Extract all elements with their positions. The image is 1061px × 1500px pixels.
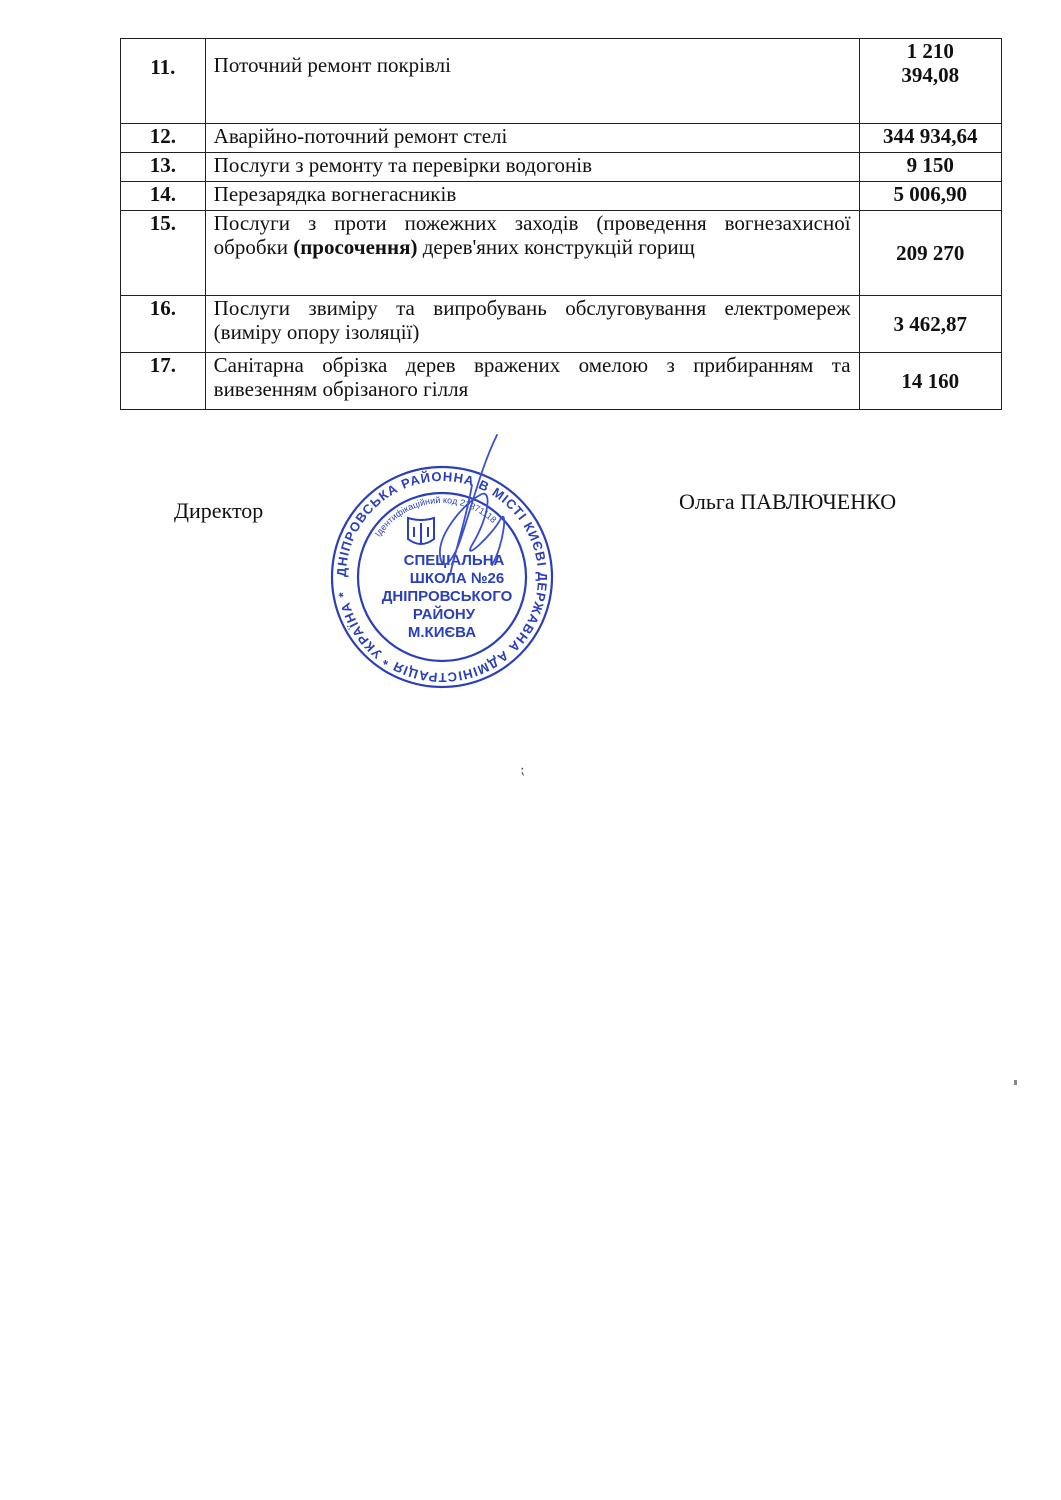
- row-number: 15.: [121, 211, 206, 296]
- row-number: 14.: [121, 182, 206, 211]
- row-number: 16.: [121, 296, 206, 353]
- table-row: [121, 296, 1002, 353]
- row-amount: 209 270: [859, 211, 1001, 296]
- row-amount: 344 934,64: [859, 124, 1001, 153]
- seal-line: ШКОЛА №26: [409, 570, 505, 587]
- stray-mark: ⁏: [520, 763, 525, 778]
- row-amount: 14 160: [859, 353, 1001, 410]
- row-description-part: дерев'яних конструкцій горищ: [417, 235, 695, 259]
- row-description-part: Послуги з проти пожежних заходів (проведення вогнезахисної обробки: [213, 211, 851, 259]
- row-description: Перезарядка вогнегасників: [205, 182, 859, 211]
- trident-icon: [408, 518, 434, 544]
- signatory-role: Директор: [174, 498, 264, 523]
- row-description: Санітарна обрізка дерев вражених омелою з прибиранням та вивезенням обрізаного гілля: [205, 353, 859, 410]
- table-row: [121, 39, 1002, 124]
- table-row: [121, 124, 1002, 153]
- row-description: [205, 211, 859, 296]
- row-description-emphasis: (просочення): [293, 235, 418, 259]
- row-number: 12.: [121, 124, 206, 153]
- row-description: Аварійно-поточний ремонт стелі: [205, 124, 859, 153]
- row-amount-line: 1 210: [906, 39, 954, 63]
- scan-speck: [1014, 1080, 1017, 1085]
- table-row: [121, 182, 1002, 211]
- seal-line: ДНІПРОВСЬКОГО: [381, 588, 513, 605]
- table-row: [121, 153, 1002, 182]
- seal-line: РАЙОНУ: [412, 606, 476, 623]
- row-number: 17.: [121, 353, 206, 410]
- row-amount: [859, 39, 1001, 124]
- row-amount: 9 150: [859, 153, 1001, 182]
- signatory-name: Ольга ПАВЛЮЧЕНКО: [679, 489, 897, 514]
- row-number: 11.: [121, 39, 206, 124]
- row-description: Поточний ремонт покрівлі: [205, 39, 859, 124]
- row-description: Послуги з ремонту та перевірки водогонів: [205, 153, 859, 182]
- row-amount-line: 394,08: [901, 63, 960, 87]
- works-table: [120, 38, 1002, 410]
- row-amount: 3 462,87: [859, 296, 1001, 353]
- row-number: 13.: [121, 153, 206, 182]
- seal-line: СПЕЦІАЛЬНА: [403, 552, 505, 569]
- table-row: [121, 211, 1002, 296]
- seal-code-text: Ідентифікаційний код 22871118: [372, 494, 499, 539]
- seal-line: М.КИЄВА: [407, 624, 477, 641]
- official-seal: [322, 425, 562, 695]
- seal-outer-text: ДНІПРОВСЬКА РАЙОННА В МІСТІ КИЄВІ ДЕРЖАВНА АДМІНІСТРАЦІЯ * УКРАЇНА *: [333, 468, 551, 686]
- row-amount: 5 006,90: [859, 182, 1001, 211]
- table-row: [121, 353, 1002, 410]
- row-description: Послуги звиміру та випробувань обслуговування електромереж (виміру опору ізоляції): [205, 296, 859, 353]
